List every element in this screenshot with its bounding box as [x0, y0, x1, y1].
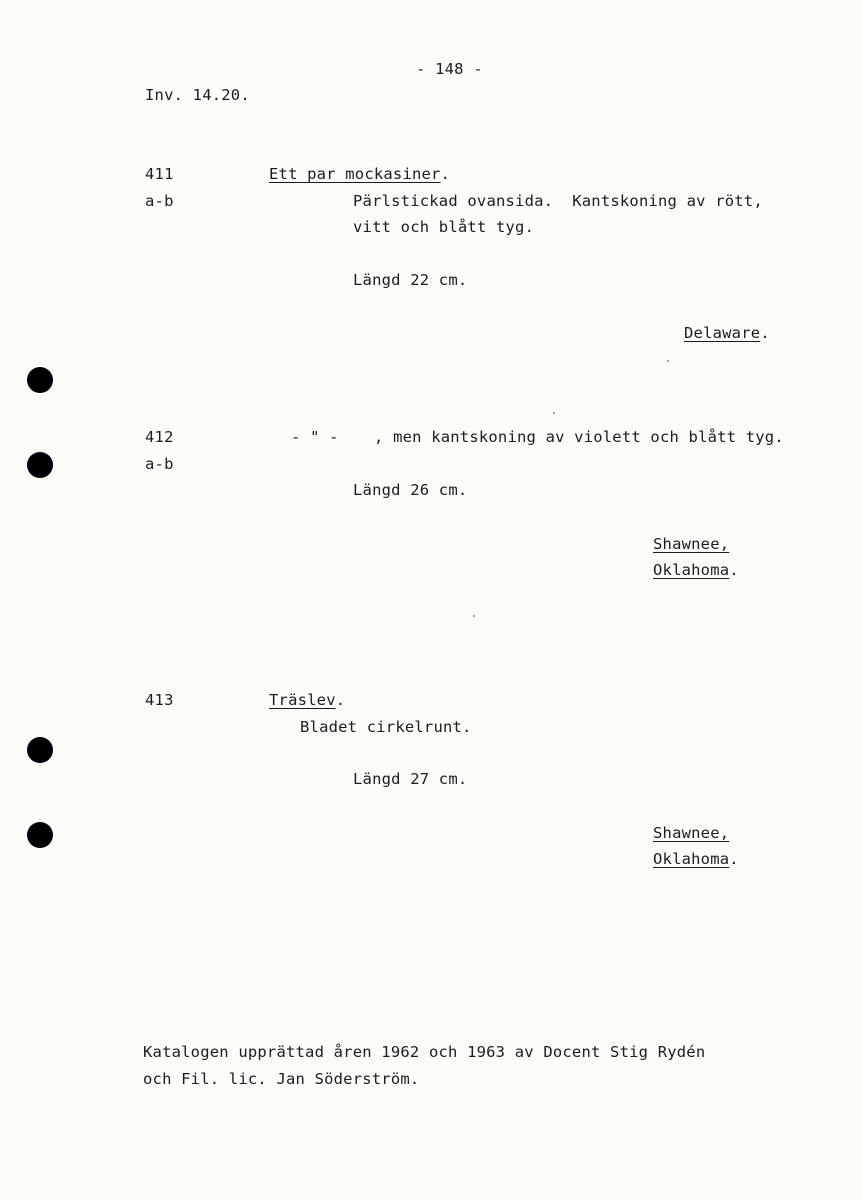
entry-title [269, 691, 345, 709]
entry-title-suffix: . [335, 691, 346, 709]
catalog-footer-line: Katalogen upprättad åren 1962 och 1963 av Docent Stig Rydén [143, 1043, 706, 1061]
punch-hole-3 [27, 737, 53, 763]
entry-origin [653, 850, 739, 868]
catalog-footer-line: och Fil. lic. Jan Söderström. [143, 1070, 420, 1088]
entry-origin-text: Oklahoma [653, 561, 730, 579]
entry-origin-text: Oklahoma [653, 850, 730, 868]
entry-description-line: Pärlstickad ovansida. Kantskoning av rött, [353, 192, 763, 210]
punch-hole-4 [27, 822, 53, 848]
entry-title-suffix: . [440, 165, 451, 183]
entry-origin-suffix: . [729, 850, 739, 868]
punch-hole-1 [27, 367, 53, 393]
speck [473, 615, 475, 617]
entry-sub: a-b [145, 455, 174, 473]
entry-origin [653, 561, 739, 579]
entry-description-line: vitt och blått tyg. [353, 218, 535, 236]
entry-origin-text: Shawnee, [653, 535, 730, 553]
entry-origin-suffix: . [729, 561, 739, 579]
entry-length: Längd 26 cm. [353, 481, 468, 499]
speck [553, 412, 555, 414]
entry-origin-text: Shawnee, [653, 824, 730, 842]
entry-number: 412 [145, 428, 174, 446]
entry-origin [653, 535, 729, 553]
entry-origin-suffix: . [760, 324, 770, 342]
entry-description-line: Bladet cirkelrunt. [300, 718, 472, 736]
entry-length: Längd 22 cm. [353, 271, 468, 289]
ditto-mark: - " - [291, 428, 339, 446]
entry-origin [653, 824, 729, 842]
entry-origin [684, 324, 770, 342]
entry-number: 413 [145, 691, 174, 709]
entry-title-text: Träslev [269, 691, 336, 709]
entry-title-text: Ett par mockasiner [269, 165, 441, 183]
speck [667, 360, 669, 362]
inventory-number: Inv. 14.20. [145, 86, 250, 104]
entry-description-line: , men kantskoning av violett och blått tyg. [374, 428, 784, 446]
entry-origin-text: Delaware [684, 324, 761, 342]
punch-hole-2 [27, 452, 53, 478]
page-number: - 148 - [416, 60, 483, 78]
entry-sub: a-b [145, 192, 174, 210]
entry-title [269, 165, 450, 183]
entry-number: 411 [145, 165, 174, 183]
entry-length: Längd 27 cm. [353, 770, 468, 788]
